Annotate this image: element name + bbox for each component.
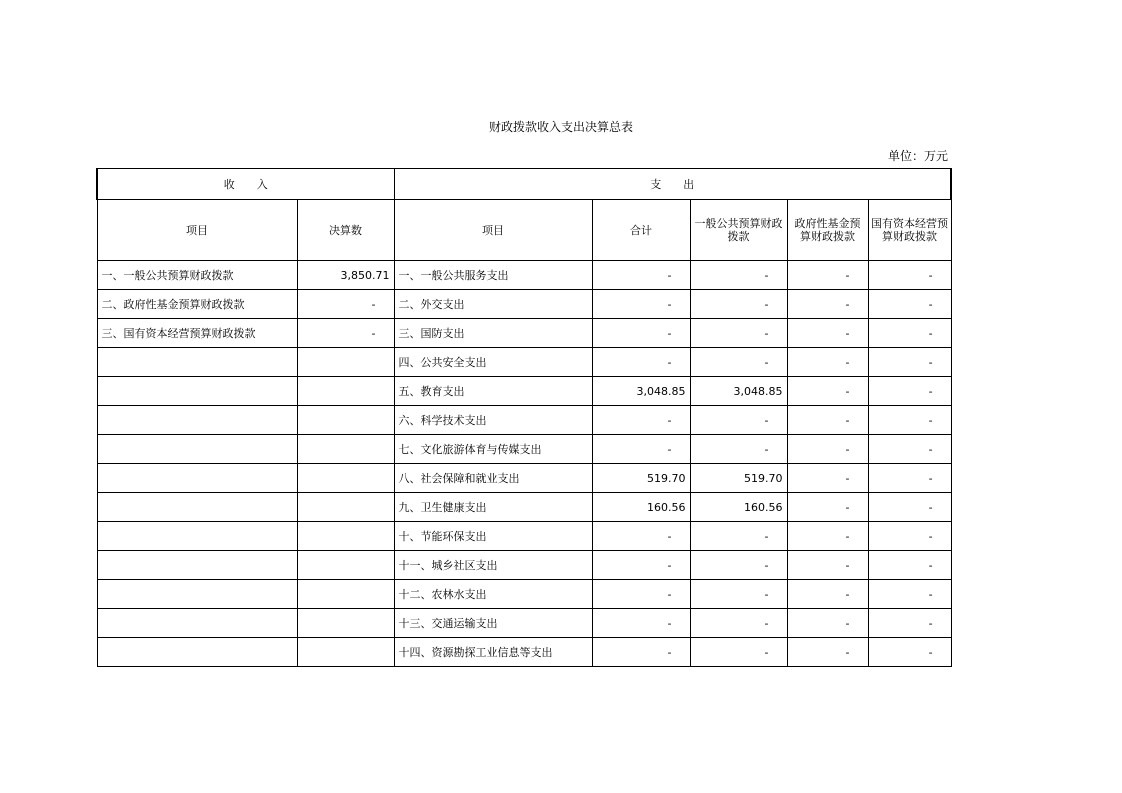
header-income-amount: 决算数	[297, 200, 394, 261]
header-state-capital: 国有资本经营预算财政拨款	[868, 200, 951, 261]
state-capital-cell: -	[868, 551, 951, 580]
income-amount-cell	[297, 551, 394, 580]
expense-item-cell: 三、国防支出	[394, 319, 592, 348]
income-item-cell	[97, 638, 297, 667]
table-row	[97, 406, 951, 435]
income-amount-cell	[297, 580, 394, 609]
expense-item-cell: 十四、资源勘探工业信息等支出	[394, 638, 592, 667]
column-header-row	[97, 200, 951, 261]
total-cell: -	[592, 406, 690, 435]
section-header-row	[97, 169, 951, 200]
expense-item-cell: 十二、农林水支出	[394, 580, 592, 609]
general-budget-cell: 160.56	[690, 493, 787, 522]
income-item-cell	[97, 377, 297, 406]
general-budget-cell: -	[690, 348, 787, 377]
state-capital-cell: -	[868, 638, 951, 667]
general-budget-cell: -	[690, 522, 787, 551]
gov-fund-cell: -	[787, 522, 868, 551]
total-cell: -	[592, 522, 690, 551]
expense-item-cell: 十一、城乡社区支出	[394, 551, 592, 580]
general-budget-cell: -	[690, 319, 787, 348]
total-cell: -	[592, 435, 690, 464]
expense-item-cell: 七、文化旅游体育与传媒支出	[394, 435, 592, 464]
income-amount-cell	[297, 522, 394, 551]
table-row	[97, 580, 951, 609]
general-budget-cell: -	[690, 261, 787, 290]
gov-fund-cell: -	[787, 290, 868, 319]
expense-section-header: 支 出	[394, 169, 951, 200]
expense-item-cell: 六、科学技术支出	[394, 406, 592, 435]
table-row	[97, 435, 951, 464]
expense-item-cell: 二、外交支出	[394, 290, 592, 319]
total-cell: -	[592, 580, 690, 609]
general-budget-cell: 519.70	[690, 464, 787, 493]
table-body	[97, 169, 951, 667]
income-item-cell: 一、一般公共预算财政拨款	[97, 261, 297, 290]
income-amount-cell	[297, 435, 394, 464]
expense-item-cell: 八、社会保障和就业支出	[394, 464, 592, 493]
income-amount-cell	[297, 348, 394, 377]
table-row	[97, 377, 951, 406]
total-cell: -	[592, 290, 690, 319]
income-section-header: 收 入	[97, 169, 394, 200]
income-item-cell: 三、国有资本经营预算财政拨款	[97, 319, 297, 348]
table-row	[97, 464, 951, 493]
header-total: 合计	[592, 200, 690, 261]
income-item-cell	[97, 522, 297, 551]
general-budget-cell: -	[690, 638, 787, 667]
general-budget-cell: -	[690, 551, 787, 580]
state-capital-cell: -	[868, 290, 951, 319]
general-budget-cell: 3,048.85	[690, 377, 787, 406]
state-capital-cell: -	[868, 348, 951, 377]
state-capital-cell: -	[868, 435, 951, 464]
table-row	[97, 609, 951, 638]
table-row	[97, 319, 951, 348]
total-cell: -	[592, 638, 690, 667]
gov-fund-cell: -	[787, 319, 868, 348]
total-cell: -	[592, 609, 690, 638]
state-capital-cell: -	[868, 580, 951, 609]
income-amount-cell	[297, 609, 394, 638]
gov-fund-cell: -	[787, 551, 868, 580]
income-item-cell	[97, 609, 297, 638]
income-amount-cell	[297, 464, 394, 493]
table-row	[97, 638, 951, 667]
general-budget-cell: -	[690, 580, 787, 609]
income-amount-cell	[297, 406, 394, 435]
total-cell: -	[592, 261, 690, 290]
gov-fund-cell: -	[787, 377, 868, 406]
state-capital-cell: -	[868, 609, 951, 638]
income-item-cell	[97, 580, 297, 609]
gov-fund-cell: -	[787, 580, 868, 609]
expense-item-cell: 十三、交通运输支出	[394, 609, 592, 638]
expense-item-cell: 五、教育支出	[394, 377, 592, 406]
income-item-cell	[97, 464, 297, 493]
total-cell: -	[592, 319, 690, 348]
total-cell: -	[592, 348, 690, 377]
table-row	[97, 348, 951, 377]
expense-item-cell: 十、节能环保支出	[394, 522, 592, 551]
table-row	[97, 522, 951, 551]
income-amount-cell	[297, 493, 394, 522]
expense-item-cell: 九、卫生健康支出	[394, 493, 592, 522]
table-row	[97, 493, 951, 522]
header-general-budget: 一般公共预算财政拨款	[690, 200, 787, 261]
income-item-cell	[97, 551, 297, 580]
general-budget-cell: -	[690, 290, 787, 319]
total-cell: 519.70	[592, 464, 690, 493]
header-income-item: 项目	[97, 200, 297, 261]
expense-item-cell: 一、一般公共服务支出	[394, 261, 592, 290]
table-row	[97, 551, 951, 580]
income-item-cell	[97, 406, 297, 435]
gov-fund-cell: -	[787, 261, 868, 290]
total-cell: -	[592, 551, 690, 580]
income-amount-cell: -	[297, 319, 394, 348]
income-amount-cell: -	[297, 290, 394, 319]
total-cell: 3,048.85	[592, 377, 690, 406]
income-amount-cell	[297, 638, 394, 667]
gov-fund-cell: -	[787, 348, 868, 377]
income-item-cell	[97, 435, 297, 464]
state-capital-cell: -	[868, 464, 951, 493]
general-budget-cell: -	[690, 435, 787, 464]
income-item-cell	[97, 493, 297, 522]
gov-fund-cell: -	[787, 435, 868, 464]
header-gov-fund: 政府性基金预算财政拨款	[787, 200, 868, 261]
header-expense-item: 项目	[394, 200, 592, 261]
general-budget-cell: -	[690, 609, 787, 638]
income-item-cell	[97, 348, 297, 377]
state-capital-cell: -	[868, 377, 951, 406]
income-item-cell: 二、政府性基金预算财政拨款	[97, 290, 297, 319]
gov-fund-cell: -	[787, 493, 868, 522]
report-title: 财政拨款收入支出决算总表	[488, 120, 633, 134]
general-budget-cell: -	[690, 406, 787, 435]
state-capital-cell: -	[868, 261, 951, 290]
total-cell: 160.56	[592, 493, 690, 522]
income-amount-cell: 3,850.71	[297, 261, 394, 290]
state-capital-cell: -	[868, 319, 951, 348]
state-capital-cell: -	[868, 406, 951, 435]
gov-fund-cell: -	[787, 638, 868, 667]
gov-fund-cell: -	[787, 464, 868, 493]
income-amount-cell	[297, 377, 394, 406]
state-capital-cell: -	[868, 493, 951, 522]
unit-label: 单位：万元	[887, 149, 948, 163]
table-row	[97, 290, 951, 319]
table-row	[97, 261, 951, 290]
expense-item-cell: 四、公共安全支出	[394, 348, 592, 377]
gov-fund-cell: -	[787, 406, 868, 435]
budget-table	[96, 168, 952, 667]
gov-fund-cell: -	[787, 609, 868, 638]
state-capital-cell: -	[868, 522, 951, 551]
